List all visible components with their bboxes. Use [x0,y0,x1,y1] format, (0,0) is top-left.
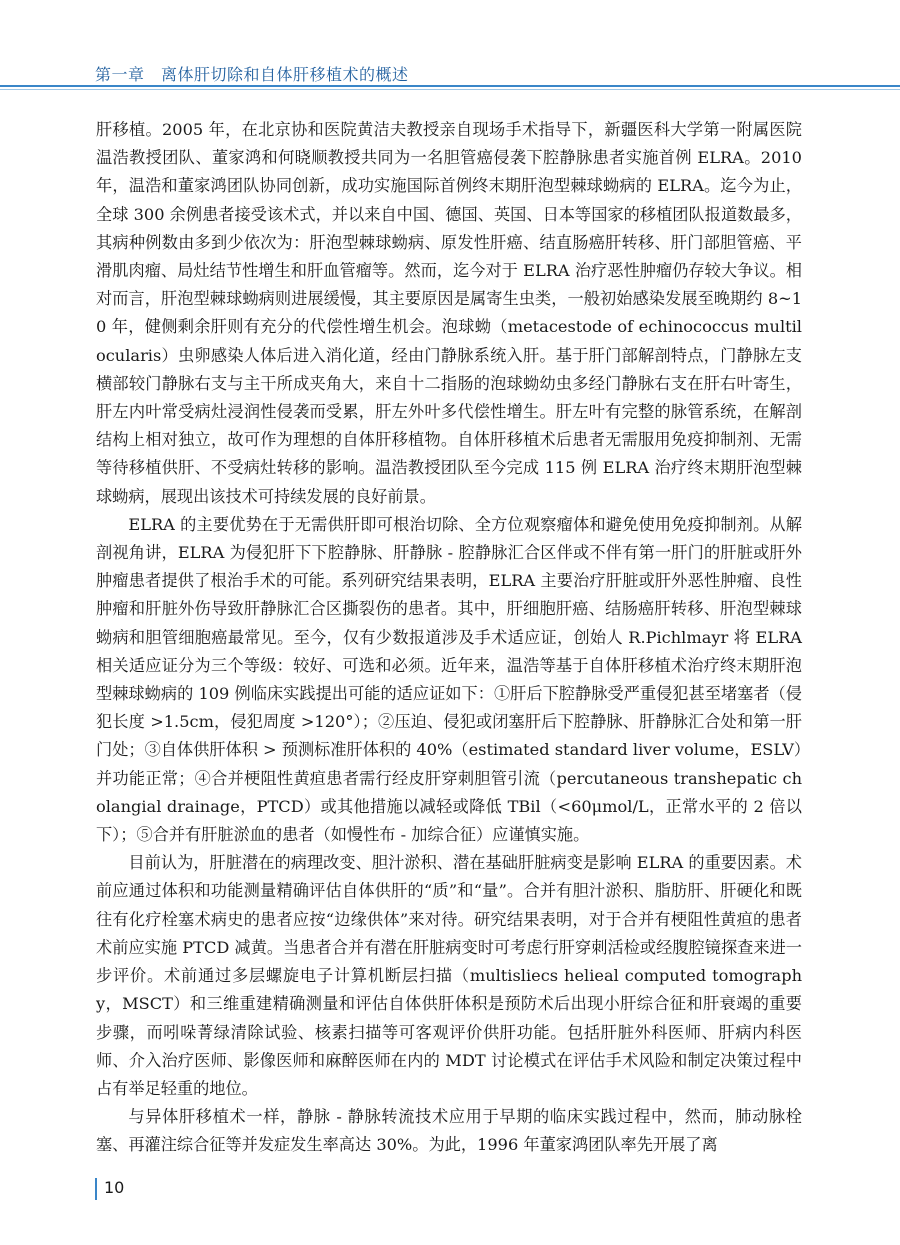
paragraph-2: ELRA 的主要优势在于无需供肝即可根治切除、全方位观察瘤体和避免使用免疫抑制剂。从解剖视角讲，ELRA 为侵犯肝下下腔静脉、肝静脉 - 腔静脉汇合区伴或不伴有第一肝门的肝脏或肝外肿瘤患者提供了根治手术的可能。系列研究结果表明，ELRA 主要治疗肝脏或肝外恶性肿瘤、良性肿瘤和肝脏外伤导致肝静脉汇合区撕裂伤的患者。其中，肝细胞肝癌、结肠癌肝转移、肝泡型棘球蚴病和胆管细胞癌最常见。至今，仅有少数报道涉及手术适应证，创始人 R.Pichlmayr 将 ELRA 相关适应证分为三个等级：较好、可选和必须。近年来，温浩等基于自体肝移植术治疗终末期肝泡型棘球蚴病的 109 例临床实践提出可能的适应证如下：①肝后下腔静脉受严重侵犯甚至堵塞者（侵犯长度 >1.5cm，侵犯周度 >120°）；②压迫、侵犯或闭塞肝后下腔静脉、肝静脉汇合处和第一肝门处；③自体供肝体积 > 预测标准肝体积的 40%（estimated standard liver volume，ESLV）并功能正常；④合并梗阻性黄疸患者需行经皮肝穿刺胆管引流（percutaneous transhepatic cholangial drainage，PTCD）或其他措施以减轻或降低 TBil（<60μmol/L，正常水平的 2 倍以下）；⑤合并有肝脏淤血的患者（如慢性布 - 加综合征）应谨慎实施。 [96,514,802,845]
paragraph-1: 肝移植。2005 年，在北京协和医院黄洁夫教授亲自现场手术指导下，新疆医科大学第一附属医院温浩教授团队、董家鸿和何晓顺教授共同为一名胆管癌侵袭下腔静脉患者实施首例 ELRA。2010 年，温浩和董家鸿团队协同创新，成功实施国际首例终末期肝泡型棘球蚴病的 ELRA。迄今为止，全球 300 余例患者接受该术式，并以来自中国、德国、英国、日本等国家的移植团队报道数最多，其病种例数由多到少依次为：肝泡型棘球蚴病、原发性肝癌、结直肠癌肝转移、肝门部胆管癌、平滑肌肉瘤、局灶结节性增生和肝血管瘤等。然而，迄今对于 ELRA 治疗恶性肿瘤仍存较大争议。相对而言，肝泡型棘球蚴病则进展缓慢，其主要原因是属寄生虫类，一般初始感染发展至晚期约 8~10 年，健侧剩余肝则有充分的代偿性增生机会。泡球蚴（metacestode of echinococcus multilocularis）虫卵感染人体后进入消化道，经由门静脉系统入肝。基于肝门部解剖特点，门静脉左支横部较门静脉右支与主干所成夹角大，来自十二指肠的泡球蚴幼虫多经门静脉右支在肝右叶寄生，肝左内叶常受病灶浸润性侵袭而受累，肝左外叶多代偿性增生。肝左叶有完整的脉管系统，在解剖结构上相对独立，故可作为理想的自体肝移植物。自体肝移植术后患者无需服用免疫抑制剂、无需等待移植供肝、不受病灶转移的影响。温浩教授团队至今完成 115 例 ELRA 治疗终末期肝泡型棘球蚴病，展现出该技术可持续发展的良好前景。 [96,120,802,506]
page-number-bar [95,1178,97,1200]
header-rule-thin [0,89,900,90]
running-header [0,0,900,84]
header-rule [0,85,900,87]
paragraph-4: 与异体肝移植术一样，静脉 - 静脉转流技术应用于早期的临床实践过程中，然而，肺动脉栓塞、再灌注综合征等并发症发生率高达 30%。为此，1996 年董家鸿团队率先开展了离 [96,1107,802,1155]
page-number: 10 [104,1178,125,1197]
body-text [96,116,802,1160]
paragraph-3: 目前认为，肝脏潜在的病理改变、胆汁淤积、潜在基础肝脏病变是影响 ELRA 的重要因素。术前应通过体积和功能测量精确评估自体供肝的“质”和“量”。合并有胆汁淤积、脂肪肝、肝硬化和既往有化疗栓塞术病史的患者应按“边缘供体”来对待。研究结果表明，对于合并有梗阻性黄疸的患者术前应实施 PTCD 减黄。当患者合并有潜在肝脏病变时可考虑行肝穿刺活检或经腹腔镜探查来进一步评价。术前通过多层螺旋电子计算机断层扫描（multisliecs helieal computed tomography，MSCT）和三维重建精确测量和评估自体供肝体积是预防术后出现小肝综合征和肝衰竭的重要步骤，而吲哚菁绿清除试验、核素扫描等可客观评价供肝功能。包括肝脏外科医师、肝病内科医师、介入治疗医师、影像医师和麻醉医师在内的 MDT 讨论模式在评估手术风险和制定决策过程中占有举足轻重的地位。 [96,853,802,1098]
chapter-title: 第一章 离体肝切除和自体肝移植术的概述 [95,65,409,84]
